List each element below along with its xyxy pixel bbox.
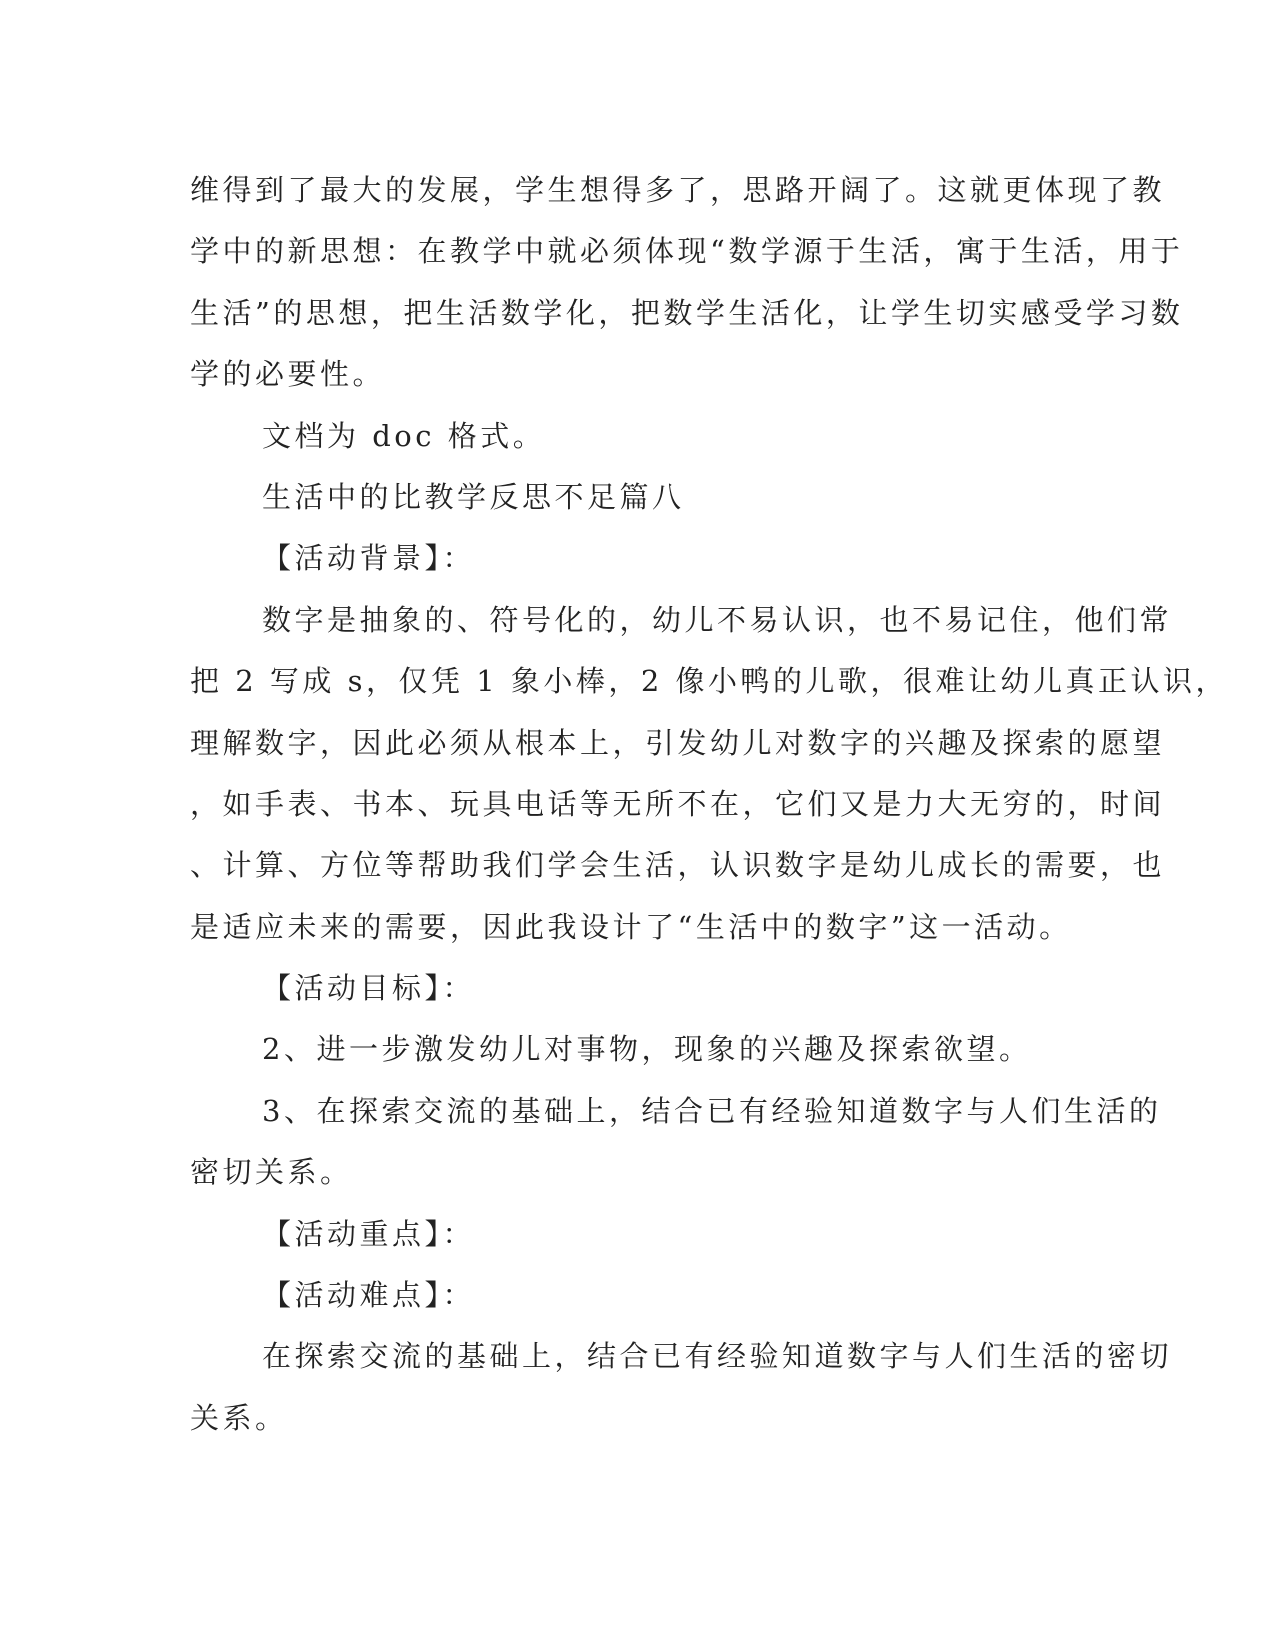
text-line: 学中的新思想：在教学中就必须体现“数学源于生活，寓于生活，用于 — [190, 234, 1184, 269]
text-line: 【活动目标】： — [262, 971, 476, 1006]
text-line: 文档为 doc 格式。 — [262, 418, 546, 453]
text-line: 生活中的比教学反思不足篇八 — [262, 479, 685, 514]
text-line: 【活动重点】： — [262, 1216, 476, 1251]
text-line: 2、进一步激发幼儿对事物，现象的兴趣及探索欲望。 — [262, 1032, 1032, 1067]
text-line: 、计算、方位等帮助我们学会生活，认识数字是幼儿成长的需要，也 — [190, 848, 1166, 883]
text-line: 维得到了最大的发展，学生想得多了，思路开阔了。这就更体现了教 — [190, 173, 1166, 207]
text-line: 【活动难点】： — [262, 1278, 476, 1313]
text-line: 把 2 写成 s，仅凭 1 象小棒，2 像小鸭的儿歌，很难让幼儿真正认识， — [190, 664, 1229, 699]
text-line: 是适应未来的需要，因此我设计了“生活中的数字”这一活动。 — [190, 909, 1072, 944]
text-line: 理解数字，因此必须从根本上，引发幼儿对数字的兴趣及探索的愿望 — [190, 725, 1166, 760]
text-line: 密切关系。 — [190, 1155, 353, 1190]
text-line: 3、在探索交流的基础上，结合已有经验知道数字与人们生活的 — [262, 1093, 1162, 1128]
text-line: 关系。 — [190, 1400, 288, 1435]
text-line: 学的必要性。 — [190, 357, 386, 392]
text-line: 在探索交流的基础上，结合已有经验知道数字与人们生活的密切 — [262, 1339, 1173, 1374]
text-line: 生活”的思想，把生活数学化，把数学生活化，让学生切实感受学习数 — [190, 295, 1184, 330]
text-line: ，如手表、书本、玩具电话等无所不在，它们又是力大无穷的，时间 — [190, 786, 1166, 821]
text-line: 数字是抽象的、符号化的，幼儿不易认识，也不易记住，他们常 — [262, 602, 1173, 637]
text-line: 【活动背景】： — [262, 541, 476, 576]
document-body — [190, 160, 1229, 1449]
